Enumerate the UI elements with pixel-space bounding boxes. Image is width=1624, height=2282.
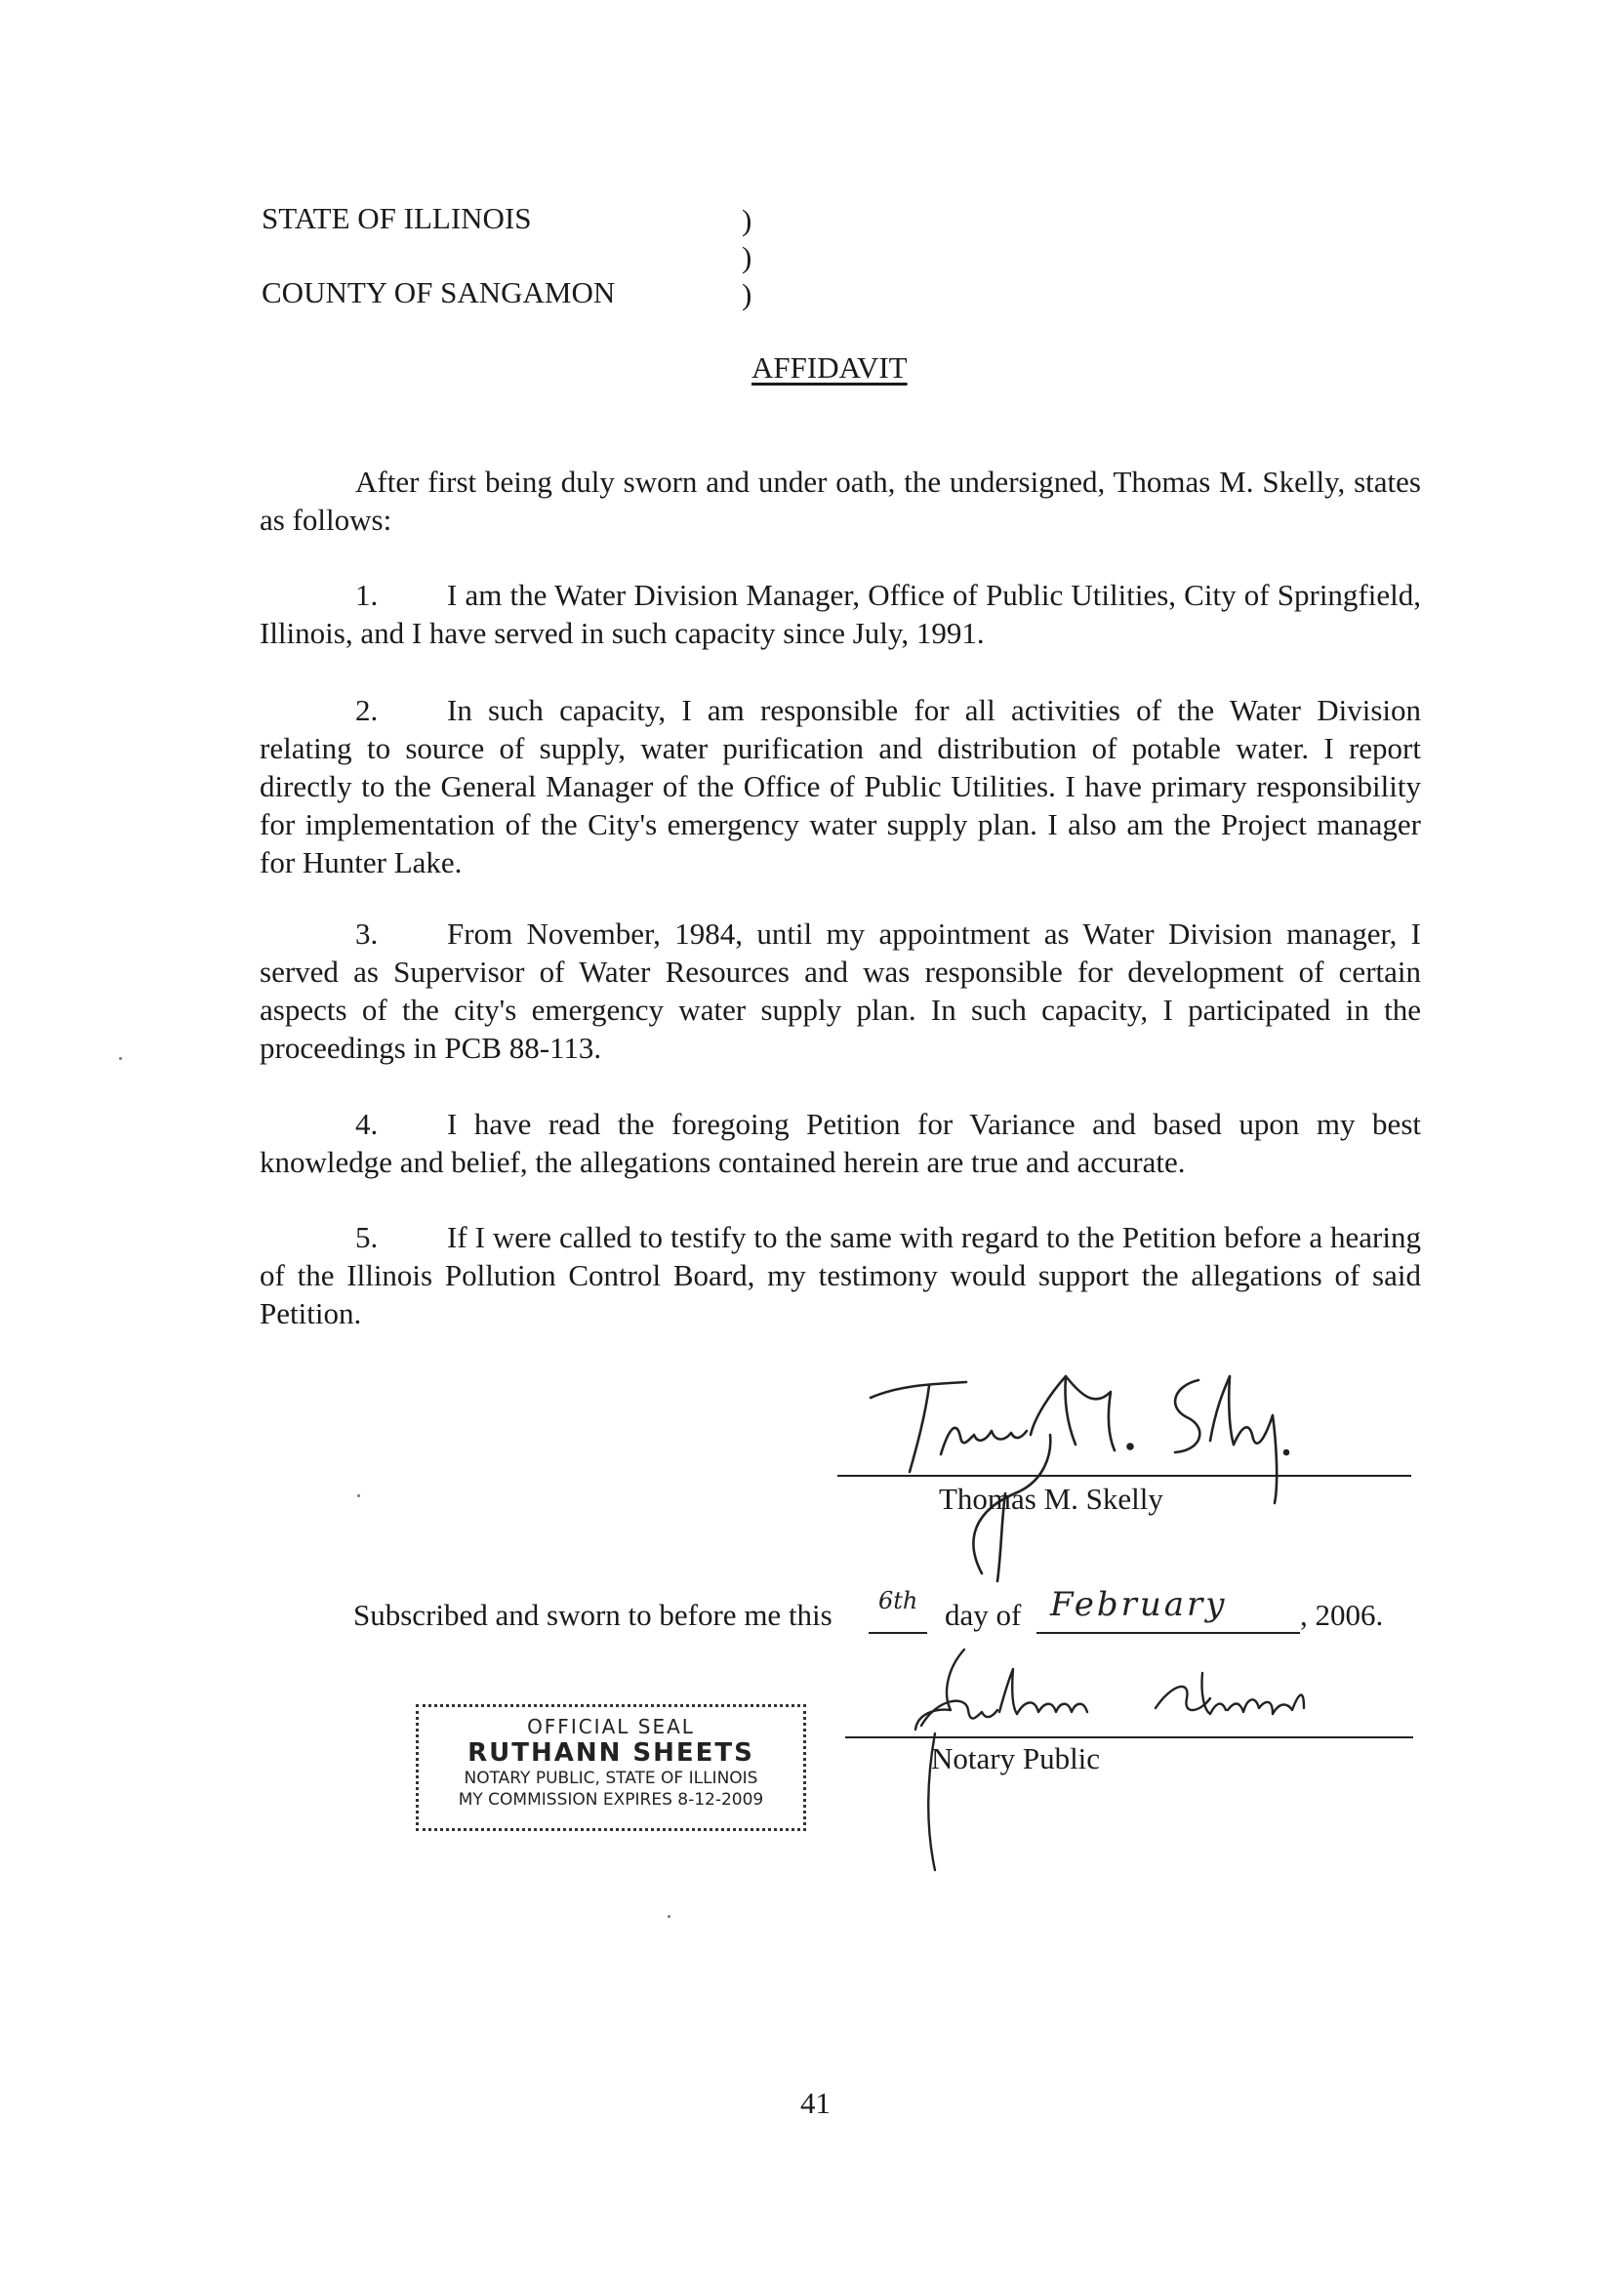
caption-paren-2: ) (742, 240, 752, 274)
jurat-prefix: Subscribed and sworn to before me this (353, 1598, 832, 1632)
paragraph-text: If I were called to testify to the same with regard to the Petition before a hearing of the Illinois Pollution Control Board, my testimony would support the allegations of said Petition. (260, 1220, 1421, 1330)
paragraph-number: 4. (355, 1107, 379, 1141)
seal-line-name: RUTHANN SHEETS (467, 1738, 754, 1768)
scan-speck (119, 1057, 122, 1060)
paragraph-1 (260, 576, 1421, 652)
jurat-day-field (869, 1581, 927, 1634)
jurat-year: , 2006. (1300, 1598, 1384, 1632)
paragraph-text: In such capacity, I am responsible for all activities of the Water Division relating to source of supply, water purification and distribution of potable water. I report directly to the General Manager of the Office of Public Utilities. I have primary responsibility for implementation of the City's emergency water supply plan. I also am the Project manager for Hunter Lake. (260, 693, 1421, 879)
intro-paragraph: After first being duly sworn and under oath, the undersigned, Thomas M. Skelly, states as follows: (260, 465, 1421, 537)
scan-speck (668, 1915, 670, 1918)
paragraph-2 (260, 691, 1421, 881)
seal-line-notary: NOTARY PUBLIC, STATE OF ILLINOIS (464, 1769, 758, 1788)
jurat-day-of: day of (945, 1598, 1022, 1632)
seal-line-expires: MY COMMISSION EXPIRES 8-12-2009 (458, 1790, 764, 1810)
affiant-name: Thomas M. Skelly (939, 1482, 1163, 1516)
jurat-day-handwritten: 6th (878, 1587, 918, 1614)
caption-state: STATE OF ILLINOIS (262, 201, 532, 235)
paragraph-number: 5. (355, 1220, 379, 1254)
caption-county: COUNTY OF SANGAMON (262, 275, 616, 309)
caption-paren-1: ) (742, 203, 752, 237)
jurat-month-handwritten: February (1050, 1585, 1228, 1624)
affiant-handwritten-signature (859, 1347, 1347, 1601)
document-title: AFFIDAVIT (751, 350, 908, 385)
caption-paren-3: ) (742, 277, 752, 311)
seal-line-official: OFFICIAL SEAL (527, 1715, 695, 1738)
paragraph-3 (260, 915, 1421, 1067)
paragraph-text: I have read the foregoing Petition for Variance and based upon my best knowledge and belief, the allegations contained herein are true and accurate. (260, 1107, 1421, 1179)
paragraph-number: 1. (355, 578, 379, 612)
notary-signature-line (845, 1736, 1413, 1738)
paragraph-5 (260, 1218, 1421, 1332)
paragraph-number: 2. (355, 693, 379, 727)
scan-speck (357, 1494, 360, 1497)
jurat-month-field (1036, 1581, 1300, 1634)
paragraph-4 (260, 1105, 1421, 1181)
notary-label: Notary Public (931, 1741, 1101, 1775)
page-number: 41 (800, 2086, 831, 2120)
paragraph-text: I am the Water Division Manager, Office of Public Utilities, City of Springfield, Illinois, and I have served in such capacity since July, 1991. (260, 578, 1421, 650)
affiant-signature-line (837, 1475, 1411, 1477)
paragraph-number: 3. (355, 917, 379, 951)
paragraph-text: From November, 1984, until my appointment as Water Division manager, I served as Supervisor of Water Resources and was responsible for development of certain aspects of the city's emergency water supply plan. In such capacity, I participated in the proceedings in PCB 88-113. (260, 917, 1421, 1065)
notary-seal-stamp (416, 1704, 806, 1831)
